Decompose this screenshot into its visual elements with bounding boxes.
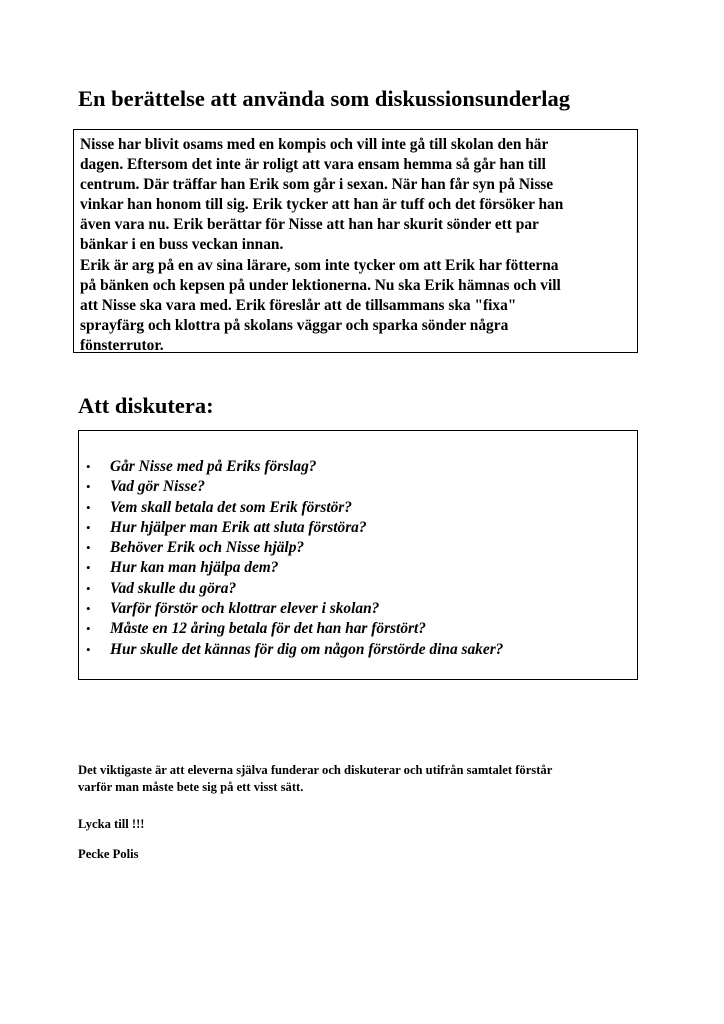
greeting: Lycka till !!! (78, 817, 145, 831)
question-text: Vem skall betala det som Erik förstör? (110, 498, 352, 516)
bullet-icon: • (86, 519, 91, 535)
discussion-heading: Att diskutera: (78, 393, 214, 418)
question-item (79, 640, 637, 660)
question-item (79, 558, 637, 578)
story-paragraph-2: Erik är arg på en av sina lärare, som inte tycker om att Erik har fötterna på bänken och kepsen på under lektionerna. Nu ska Erik hämnas och vill att Nisse ska vara med. Erik föreslår att de tillsammans ska "fixa" sprayfärg och klottra på skolans väggar och sparka sönder några fönsterrutor. (80, 256, 561, 354)
document-title: En berättelse att använda som diskussionsunderlag (78, 86, 570, 111)
bullet-icon: • (86, 540, 91, 556)
question-text: Varför förstör och klottrar elever i skolan? (110, 600, 380, 618)
bullet-icon: • (86, 580, 91, 596)
question-item (79, 579, 637, 599)
question-text: Går Nisse med på Eriks förslag? (110, 458, 317, 475)
bullet-icon: • (86, 560, 91, 576)
question-text: Vad gör Nisse? (110, 478, 205, 496)
question-item (79, 599, 637, 619)
question-item (79, 538, 637, 558)
question-text: Måste en 12 åring betala för det han har förstört? (110, 620, 426, 638)
question-text: Hur skulle det kännas för dig om någon förstörde dina saker? (110, 640, 504, 658)
question-text: Hur kan man hjälpa dem? (110, 559, 279, 577)
question-item (79, 457, 637, 477)
question-item (79, 477, 637, 497)
question-text: Hur hjälper man Erik att sluta förstöra? (110, 518, 367, 536)
bullet-icon: • (86, 459, 91, 474)
question-item (79, 498, 637, 518)
bullet-icon: • (86, 499, 91, 515)
question-item (79, 619, 637, 639)
bullet-icon: • (86, 479, 91, 495)
question-list (79, 457, 637, 660)
story-box (73, 129, 638, 353)
question-item (79, 518, 637, 538)
story-paragraph-1: Nisse har blivit osams med en kompis och vill inte gå till skolan den här dagen. Eftersom det inte är roligt att vara ensam hemma så går han till centrum. Där träffar han Erik som går i sexan. När han får syn på Nisse vinkar han honom till sig. Erik tycker att han är tuff och det försöker han även vara nu. Erik berättar för Nisse att han har skurit sönder ett par bänkar i en buss veckan innan. (80, 136, 564, 254)
questions-box (78, 430, 638, 680)
closing-note: Det viktigaste är att eleverna själva funderar och diskuterar och utifrån samtalet förstår varför man måste bete sig på ett visst sätt. (78, 763, 553, 794)
question-text: Vad skulle du göra? (110, 579, 237, 597)
question-text: Behöver Erik och Nisse hjälp? (110, 539, 305, 557)
bullet-icon: • (86, 601, 91, 617)
signature: Pecke Polis (78, 847, 139, 861)
bullet-icon: • (86, 641, 91, 657)
bullet-icon: • (86, 621, 91, 637)
